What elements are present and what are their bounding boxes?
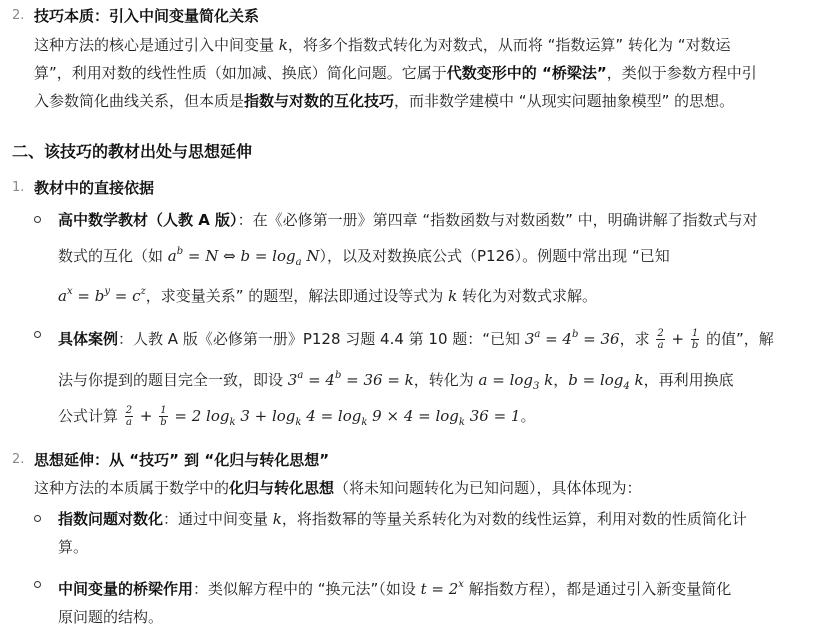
bullet-line: 数式的互化（如 $a^b = N$ ⇔ $b = \log_a N$），以及对数换底公式（P126）。例题中常出现 “已知 (58, 246, 670, 268)
list-number: 2. (12, 8, 25, 23)
paragraph-line: 入参数简化曲线关系，但本质是指数与对数的互化技巧，而非数学建模中 “从现实问题抽象模型” 的思想。 (34, 92, 735, 110)
bullet-icon (34, 331, 41, 338)
list-number: 2. (12, 452, 25, 467)
section-heading: 二、该技巧的教材出处与思想延伸 (12, 142, 253, 161)
paragraph-line: 这种方法的本质属于数学中的化归与转化思想（将未知问题转化为已知问题），具体体现为： (34, 479, 642, 497)
item-heading: 教材中的直接依据 (34, 179, 155, 197)
bullet-line: 高中数学教材（人教 A 版）：在《必修第一册》第四章 “指数函数与对数函数” 中，明确讲解了指数式与对 (58, 211, 758, 229)
paragraph-line: 算”，利用对数的线性性质（如加减、换底）简化问题。它属于代数变形中的 “桥梁法”，类似于参数方程中引 (34, 64, 757, 82)
bullet-icon (34, 515, 41, 522)
bullet-line: 法与你提到的题目完全一致，即设 $3^a = 4^b = 36 = k$，转化为 $a = \log_3 k$，$b = \log_4 k$，再利用换底 (58, 370, 734, 392)
bullet-line: $a^x = b^y = c^z$，求变量关系” 的题型，解法即通过设等式为 k 转化为对数式求解。 (58, 286, 597, 305)
bullet-icon (34, 581, 41, 588)
list-number: 1. (12, 180, 25, 195)
bullet-line: 指数问题对数化：通过中间变量 k，将指数幂的等量关系转化为对数的线性运算，利用对数的性质简化计 (58, 510, 747, 528)
bullet-line: 中间变量的桥梁作用：类似解方程中的 “换元法”（如设 $t = 2^x$ 解指数方程），都是通过引入新变量简化 (58, 579, 732, 598)
paragraph-line: 这种方法的核心是通过引入中间变量 k，将多个指数式转化为对数式，从而将 “指数运算” 转化为 “对数运 (34, 36, 731, 54)
bullet-line: 原问题的结构。 (58, 608, 164, 626)
bullet-icon (34, 216, 41, 223)
item-heading: 技巧本质：引入中间变量简化关系 (34, 7, 260, 25)
bullet-line: 算。 (58, 538, 89, 556)
bullet-line: 具体案例：人教 A 版《必修第一册》P128 习题 4.4 第 10 题：“已知 $3^a = 4^b = 36$，求 $\frac{2}{a}$ + $\frac{1}{b}$ 的值”，解 (58, 328, 774, 351)
item-heading: 思想延伸：从 “技巧” 到 “化归与转化思想” (34, 451, 330, 469)
bullet-line: 公式计算 $\frac{2}{a}$ + $\frac{1}{b}$ = 2 $\log_k 3 + \log_k 4 = \log_k 9 \times 4 = \log_k 36 = 1$。 (58, 405, 536, 428)
